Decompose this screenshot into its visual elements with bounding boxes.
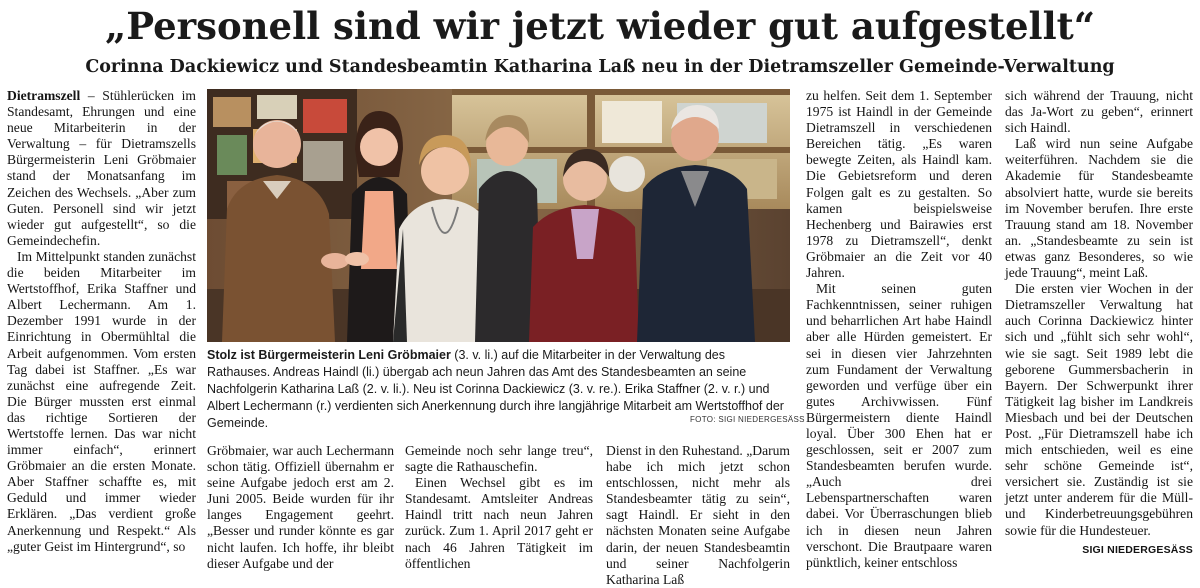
paragraph: Gemeinde noch sehr lange treu“, sagte die Rathauschefin. [405,443,593,475]
byline: SIGI NIEDERGESÄSS [1082,543,1193,556]
paragraph: Gröbmaier, war auch Lechermann schon tätig. Offiziell übernahm er seine Aufgabe jedoch erst am 2. Juni 2005. Beide wurden für ihr langes Engagement geehrt. „Besser und runder könnte es gar nicht laufen. Ich hoffe, ihr bleibt dieser Aufgabe und der [207,443,394,571]
paragraph-text: – Stühlerücken im Standesamt, Ehrungen und eine neue Mitarbeiterin in der Verwaltung – für Dietramszells Bürgermeisterin Leni Gröbmaier stand der Monatsanfang im Zeichen des Wechsels. „Aber zum Guten. Personell sind wir jetzt wieder gut aufgestellt“, so die Gemeindechefin. [7,88,196,248]
paragraph-text: Die ersten vier Wochen in der Dietramszeller Verwaltung hat auch Corinna Dackiewicz hinter sich und „fühlt sich sehr wohl“, wie sie sagt. Seit 1989 lebt die geborene Gummersbacherin in Bayern. Der Schwerpunkt ihrer Tätigkeit lag bisher im Landkreis Miesbach und bei der Deutschen Post. „Für Dietramszell habe ich mich entschieden, weil es eine sehr schöne Gemeinde ist“, versichert sie. Zuständig ist sie jetzt unter anderem für die Müll- und Kinderbetreuungsgebühren sowie für die Hundesteuer. [1005,281,1193,538]
paragraph: Dienst in den Ruhestand. „Darum habe ich mich jetzt schon entschlossen, nicht mehr als Standesbeamter tätig zu sein“, sagt Haindl. Er sieht in den nächsten Monaten seine Aufgabe darin, der neuen Standesbeamtin und seiner Nachfolgerin Katharina Laß [606,443,790,587]
caption-text: (3. v. li.) auf die Mitarbeiter in der Verwaltung des Rathauses. Andreas Haindl (li.) übergab ach neun Jahren das Amt des Standesbeamten an seine Nachfolgerin Katharina Laß (2. v. li.). Neu ist Corinna Dackiewicz (3. v. re.). Erika Staffner (2. v. r.) und Albert Lechermann (r.) verdienten sich Anerkennung durch ihre langjährige Mitarbeit am Wertstoffhof der Gemeinde. [207,348,784,430]
caption-lead: Stolz ist Bürgermeisterin Leni Gröbmaier [207,348,451,362]
paragraph [7,88,196,249]
paragraph: Mit seinen guten Fachkenntnissen, seiner ruhigen und beharrlichen Art habe Haindl aber alle Hürden gemeistert. Er sei in diesen vier Jahrzehnten zum Fundament der Verwaltung geworden und verfüge über ein gutes Archivwissen. Fünf Bürgermeistern diente Haindl loyal. Über 300 Ehen hat er geschlossen, seit er 2007 zum Standesbeamten berufen wurde. „Auch drei Lebenspartnerschaften waren dabei. Vor Überraschungen blieb ich in diesen neun Jahren verschont. Die Brautpaare waren pünktlich, keiner entschloss [806,281,992,570]
dateline: Dietramszell [7,88,81,103]
group-photo-image [207,89,790,342]
paragraph: Einen Wechsel gibt es im Standesamt. Amtsleiter Andreas Haindl tritt nach neun Jahren zurück. Zum 1. April 2017 geht er nach 46 Jahren Tätigkeit im öffentlichen [405,475,593,571]
photo-credit: FOTO: SIGI NIEDERGESÄSS [690,415,805,424]
subheadline: Corinna Dackiewicz und Standesbeamtin Katharina Laß neu in der Dietramszeller Gemeinde-Verwaltung [85,57,1115,77]
paragraph: Im Mittelpunkt standen zunächst die beiden Mitarbeiter im Wertstoffhof, Erika Staffner und Albert Lechermann. Am 1. Dezember 1991 wurde in der Einrichtung in Obermühltal die Arbeit aufgenommen. Vom ersten Tag dabei ist Staffner. „Es war zunächst eine aufregende Zeit. Die Bürger mussten erst einmal das richtige Sortieren der Wertstoffe lernen. Das war nicht immer einfach“, erinnert Gröbmaier an die ersten Monate. Aber Staffner schaffte es, mit Geduld und immer wieder Erklären. „Das verdient große Anerkennung und Respekt.“ Als „guter Geist im Hintergrund“, so [7,248,196,554]
column-2 [207,443,394,572]
paragraph: Laß wird nun seine Aufgabe weiterführen. Nachdem sie die Akademie für Standesbeamte absolviert hatte, wurde sie bereits im November berufen. Ihre erste Trauung stand am 18. November an. „Standesbeamte zu sein ist etwas ganz Besonderes, so wie jede Trauung“, meint Laß. [1005,136,1193,281]
headline: „Personell sind wir jetzt wieder gut aufgestellt“ [104,4,1096,48]
column-6 [1005,88,1193,558]
column-5 [806,88,992,571]
paragraph: sich während der Trauung, nicht das Ja-Wort zu geben“, erinnert sich Haindl. [1005,88,1193,136]
paragraph [1005,281,1193,556]
article-photo [207,89,790,342]
column-4 [606,443,790,588]
column-3 [405,443,593,572]
column-1 [7,88,196,555]
paragraph: zu helfen. Seit dem 1. September 1975 ist Haindl in der Gemeinde Dietramszell in verschiedenen Bereichen tätig. „Es waren bewegte Zeiten, als Haindl kam. Die Gebietsreform und deren Folgen galt es zu gestalten. So kamen beispielsweise Hechenberg und Bairawies erst 1978 zu Dietramszell“, denkt Gröbmaier an die Zeit vor 40 Jahren. [806,88,992,281]
